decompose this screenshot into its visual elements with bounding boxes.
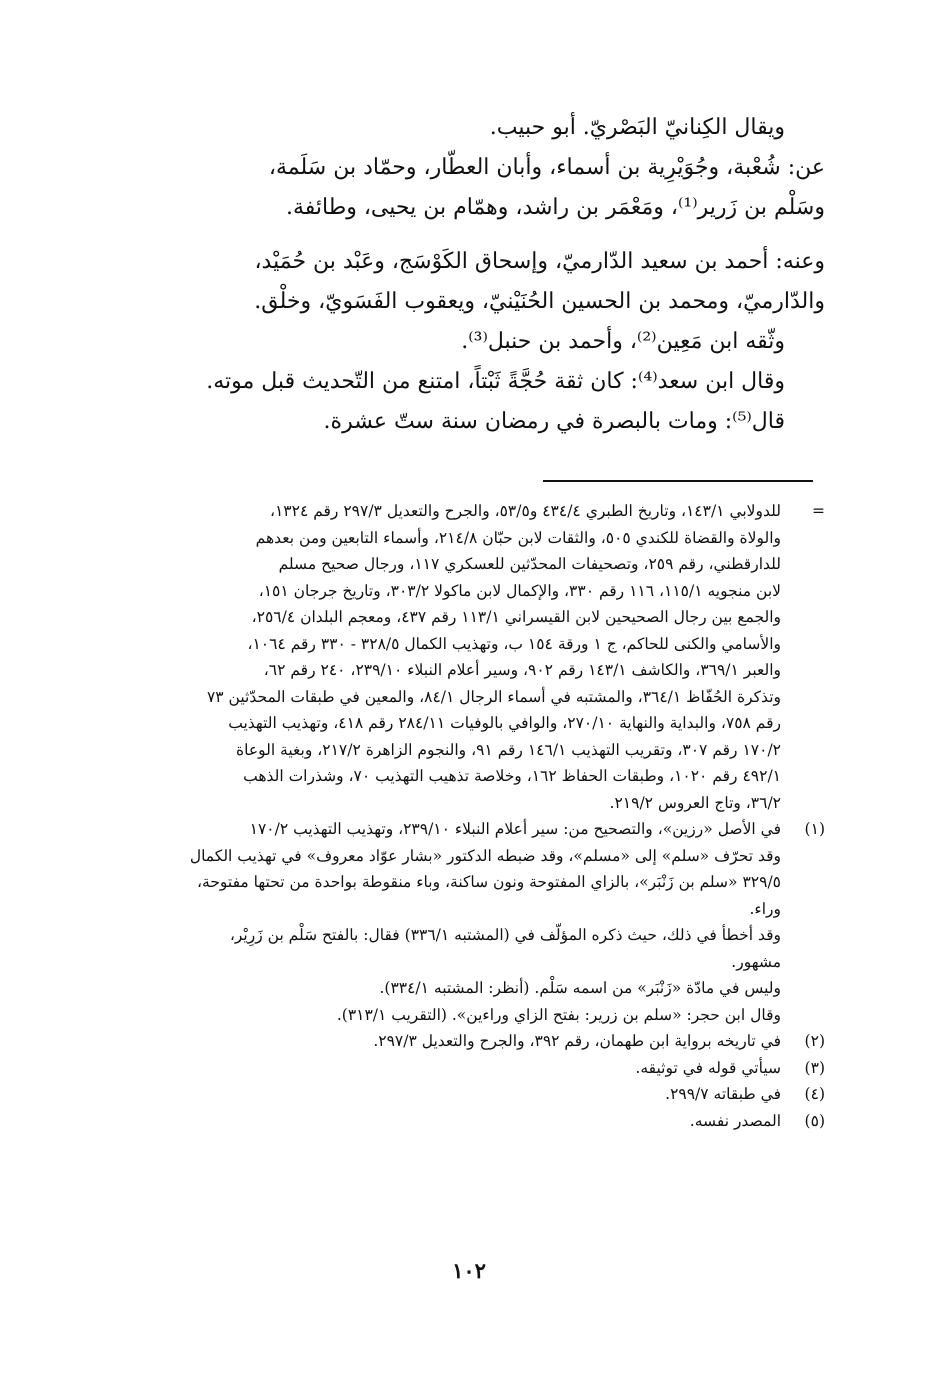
main-text-line: والدّارميّ، ومحمد بن الحسين الحُنَيْنيّ، ويعقوب الفَسَويّ، وخلْق. [254, 289, 825, 314]
footnote-line: لابن منجويه ١١٥/١، ١١٦ رقم ٣٣٠، والإكمال لابن ماكولا ٣٠٣/٢، وتاريخ جرجان ١٥١، [258, 581, 781, 600]
footnote-marker: = [812, 502, 825, 520]
main-text-line: وقال ابن سعد⁽⁴⁾: كان ثقة حُجَّةً ثَبْتاً، امتنع من التّحديث قبل موته. [206, 369, 785, 394]
footnote-line: وقد أخطأ في ذلك، حيث ذكره المؤلّف في (المشتبه ٣٣٦/١) فقال: بالفتح سَلْم بن زَرِيْر، [229, 926, 781, 944]
footnote-marker: (٣) [804, 1058, 825, 1077]
main-text-line: وعنه: أحمد بن سعيد الدّارميّ، وإسحاق الكَوْسَج، وعَبْد بن حُمَيْد، [254, 249, 825, 274]
main-text [95, 108, 825, 442]
footnote-line: وراء. [749, 899, 781, 918]
footnote-marker: (٢) [804, 1032, 825, 1050]
footnote-line: للدولابي ١٤٣/١، وتاريخ الطبري ٤٣٤/٤ و٥٣/٥، والجرح والتعديل ٢٩٧/٣ رقم ١٣٢٤، [269, 502, 781, 520]
footnote-marker: (٤) [804, 1085, 825, 1103]
footnote-line: والولاة والقضاة للكندي ٥٠٥، والثقات لابن حبّان ٢١٤/٨، وأسماء التابعين ومن بعدهم [255, 528, 781, 547]
footnote-2 [95, 1028, 825, 1055]
footnote-5 [95, 1108, 825, 1135]
footnote-line: والجمع بين رجال الصحيحين لابن القيسراني ١١٣/١ رقم ٤٣٧، ومعجم البلدان ٢٥٦/٤، [251, 608, 781, 626]
footnote-marker: (١) [804, 820, 825, 838]
footnote-line: مشهور. [731, 952, 781, 971]
footnote-line: في تاريخه برواية ابن طهمان، رقم ٣٩٢، والجرح والتعديل ٢٩٧/٣. [373, 1032, 781, 1050]
footnote-line: وقد تحرّف «سلم» إلى «مسلم»، وقد ضبطه الدكتور «بشار عوّاد معروف» في تهذيب الكمال [189, 846, 781, 865]
footnote-1 [95, 816, 825, 843]
main-text-line: ويقال الكِنانيّ البَصْريّ. أبو حبيب. [489, 115, 785, 140]
footnote-line: ١٧٠/٢ رقم ٣٠٧، وتقريب التهذيب ١٤٦/١ رقم ٩١، والنجوم الزاهرة ٢١٧/٢، وبغية الوعاة [236, 740, 781, 759]
main-text-line: وسَلْم بن زَرير⁽¹⁾، ومَعْمَر بن راشد، وهمّام بن يحيى، وطائفة. [285, 195, 825, 220]
footnote-3 [95, 1055, 825, 1082]
page-number: ١٠٢ [452, 1258, 486, 1283]
footnote-line: في الأصل «رزين»، والتصحيح من: سير أعلام النبلاء ٢٣٩/١٠، وتهذيب التهذيب ١٧٠/٢ [249, 820, 781, 838]
footnote-line: وتذكرة الحُفّاظ ٣٦٤/١، والمشتبه في أسماء الرجال ٨٤/١، والمعين في طبقات المحدّثين ٧٣ [206, 687, 781, 706]
footnotes [95, 498, 825, 1134]
main-text-line: وثّقه ابن مَعِين⁽²⁾، وأحمد بن حنبل⁽³⁾. [461, 329, 785, 354]
main-text-line: عن: شُعْبة، وجُوَيْرِية بن أسماء، وأبان العطّار، وحمّاد بن سَلَمة، [268, 155, 825, 180]
footnote-line: للدارقطني، رقم ٢٥٩، وتصحيفات المحدّثين للعسكري ١١٧، ورجال صحيح مسلم [278, 555, 781, 573]
main-text-line: قال⁽⁵⁾: ومات بالبصرة في رمضان سنة ستّ عشرة. [323, 409, 785, 434]
footnote-continuation [95, 498, 825, 525]
footnote-line: وقال ابن حجر: «سلم بن زرير: بفتح الزاي وراءين». (التقريب ٣١٣/١). [336, 1005, 781, 1024]
footnote-line: المصدر نفسه. [689, 1111, 781, 1130]
footnote-line: ٤٩٢/١ رقم ١٠٢٠، وطبقات الحفاظ ١٦٢، وخلاصة تذهيب التهذيب ٧٠، وشذرات الذهب [243, 767, 781, 785]
footnote-marker: (٥) [804, 1111, 825, 1130]
footnote-line: سيأتي قوله في توثيقه. [635, 1058, 781, 1077]
footnote-line: رقم ٧٥٨، والبداية والنهاية ٢٧٠/١٠، والوافي بالوفيات ٢٨٤/١١ رقم ٤١٨، وتهذيب التهذيب [228, 714, 781, 732]
footnote-divider [543, 480, 813, 482]
footnote-line: وليس في مادّة «زَنْبَر» من اسمه سَلْم. (أنظر: المشتبه ٣٣٤/١). [379, 979, 781, 997]
footnote-line: في طبقاته ٢٩٩/٧. [665, 1085, 781, 1103]
footnote-line: والعبر ٣٦٩/١، والكاشف ١٤٣/١ رقم ٩٠٢، وسير أعلام النبلاء ٢٣٩/١٠، ٢٤٠ رقم ٦٢، [263, 661, 781, 679]
footnote-line: ٣٦/٢، وتاج العروس ٢١٩/٢. [609, 793, 781, 812]
footnote-4 [95, 1081, 825, 1108]
footnote-line: ٣٢٩/٥ «سلم بن زَنْبَر»، بالزاي المفتوحة ونون ساكنة، وباء منقوطة بواحدة من تحتها مفتوحة، [197, 873, 781, 891]
footnote-line: والأسامي والكنى للحاكم، ج ١ ورقة ١٥٤ ب، وتهذيب الكمال ٣٢٨/٥ - ٣٣٠ رقم ١٠٦٤، [247, 634, 781, 653]
